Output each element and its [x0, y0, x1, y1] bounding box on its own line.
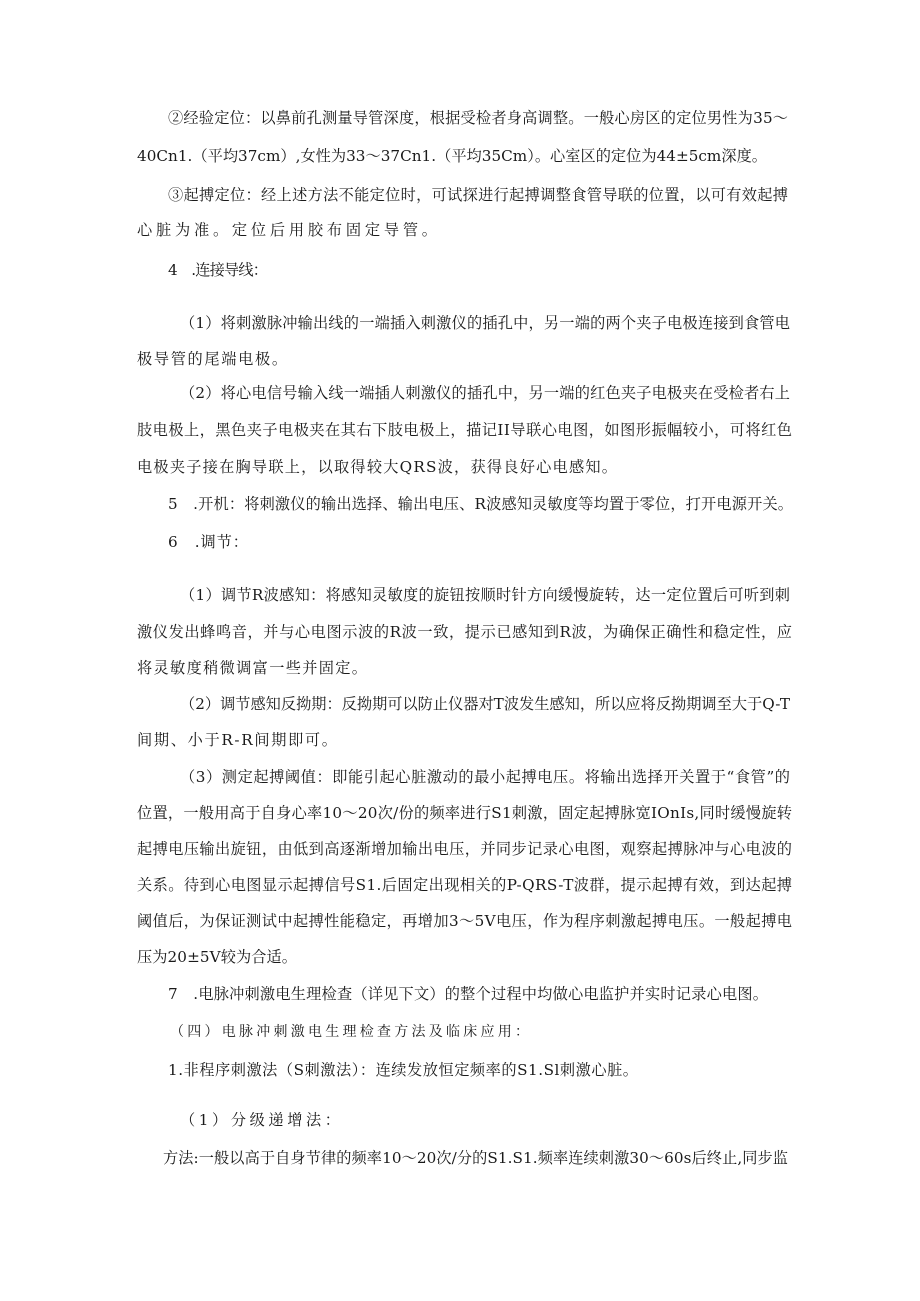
text-line: ②经验定位：以鼻前孔测量导管深度，根据受检者身高调整。一般心房区的定位男性为35～ [168, 109, 789, 127]
text-line: 肢电极上，黑色夹子电极夹在其右下肢电极上，描记II导联心电图，如图形振幅较小，可将红色 [137, 421, 793, 439]
text-line: （1）分级递增法： [180, 1111, 344, 1129]
text-line: 电极夹子接在胸导联上，以取得较大QRS波，获得良好心电感知。 [137, 458, 619, 476]
text-line: （2）将心电信号输入线一端插人刺激仪的插孔中，另一端的红色夹子电极夹在受检者右上 [180, 384, 791, 402]
section-heading: 5 .开机：将刺激仪的输出选择、输出电压、R波感知灵敏度等均置于零位，打开电源开关。 [168, 495, 794, 513]
text-line: ③起搏定位：经上述方法不能定位时，可试探进行起搏调整食管导联的位置，以可有效起搏 [168, 186, 789, 204]
text-line: 关系。待到心电图显示起搏信号S1.后固定出现相关的P-QRS-T波群，提示起搏有效，到达起搏 [137, 876, 793, 894]
section-heading: （四）电脉冲刺激电生理检查方法及临床应用： [170, 1024, 533, 1040]
section-heading: 4 .连接导线： [168, 261, 268, 279]
text-line: 方法:一般以高于自身节律的频率10～20次/分的S1.S1.频率连续刺激30～60s后终止,同步监 [163, 1149, 789, 1167]
text-line: （1）将刺激脉冲输出线的一端插入刺激仪的插孔中，另一端的两个夹子电极连接到食管电 [180, 314, 791, 332]
text-line: 极导管的尾端电极。 [137, 350, 289, 368]
section-heading: 7 .电脉冲刺激电生理检查（详见下文）的整个过程中均做心电监护并实时记录心电图。 [168, 985, 769, 1003]
text-line: 将灵敏度稍微调富一些并固定。 [137, 659, 369, 677]
text-line: 间期、小于R-R间期即可。 [137, 731, 339, 749]
text-line: 1.非程序刺激法（S刺激法）：连续发放恒定频率的S1.Sl刺激心脏。 [168, 1061, 639, 1079]
text-line: 40Cn1.（平均37cm）,女性为33～37Cn1.（平均35Cm）。心室区的定位为44±5cm深度。 [137, 147, 768, 165]
section-heading: 6 .调节： [168, 533, 249, 551]
text-line: （2）调节感知反拗期：反拗期可以防止仪器对T波发生感知，所以应将反拗期调至大于Q-T [180, 695, 791, 713]
text-line: （1）调节R波感知：将感知灵敏度的旋钮按顺时针方向缓慢旋转，达一定位置后可听到刺 [180, 586, 791, 604]
text-line: （3）测定起搏阈值：即能引起心脏激动的最小起搏电压。将输出选择开关置于“食管”的 [180, 768, 791, 786]
text-line: 激仪发出蜂鸣音，并与心电图示波的R波一致，提示已感知到R波，为确保正确性和稳定性，应 [137, 623, 793, 641]
text-line: 阈值后，为保证测试中起搏性能稳定，再增加3～5V电压，作为程序刺激起搏电压。一般起搏电 [137, 912, 793, 930]
text-line: 心脏为准。定位后用胶布固定导管。 [137, 221, 441, 239]
text-line: 起搏电压输出旋钮，由低到高逐渐增加输出电压，并同步记录心电图，观察起搏脉冲与心电波的 [137, 840, 793, 858]
text-line: 压为20±5V较为合适。 [137, 948, 298, 966]
text-line: 位置，一般用高于自身心率10～20次/份的频率进行S1刺激，固定起搏脉宽IOnIs,同时缓慢旋转 [137, 804, 793, 822]
